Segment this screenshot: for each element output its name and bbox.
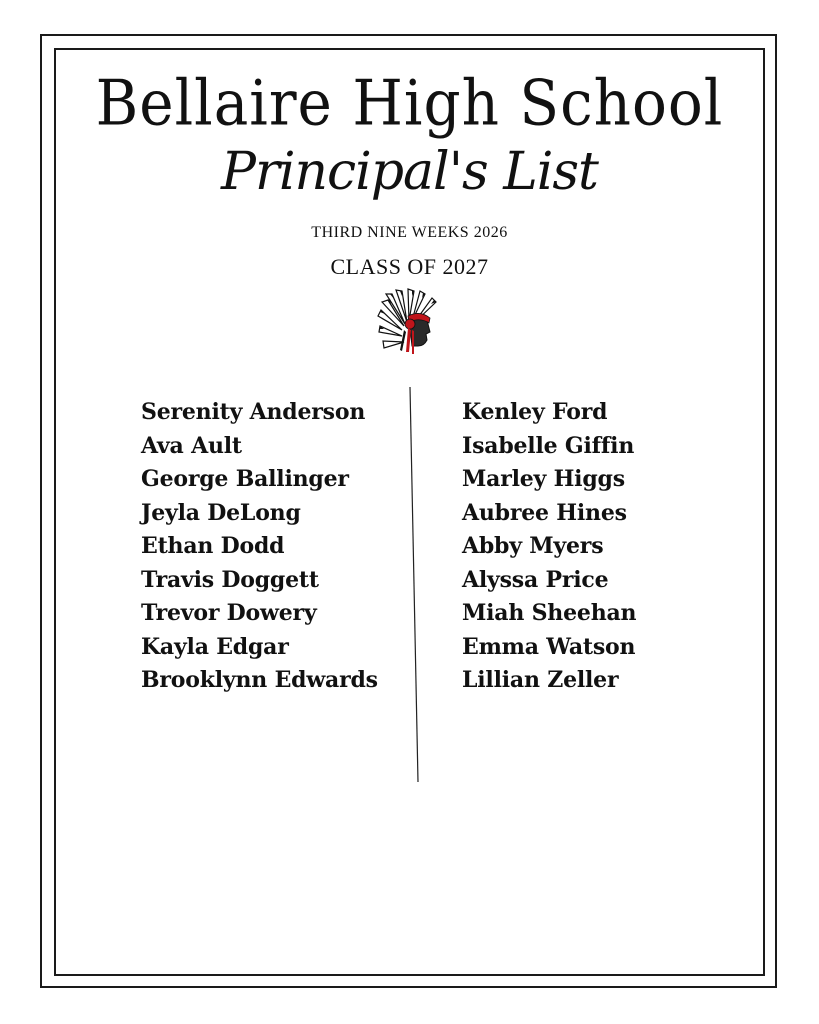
class-of-label: CLASS OF 2027 bbox=[330, 254, 489, 279]
student-name: Aubree Hines bbox=[462, 499, 627, 526]
student-name: Brooklynn Edwards bbox=[141, 667, 378, 693]
student-name: Alyssa Price bbox=[462, 566, 609, 593]
student-name: Isabelle Giffin bbox=[462, 432, 635, 459]
student-name: Miah Sheehan bbox=[462, 600, 637, 626]
student-name: Emma Watson bbox=[462, 633, 636, 660]
student-name: Abby Myers bbox=[462, 533, 604, 559]
school-title: Bellaire High School bbox=[95, 66, 724, 140]
student-name: Ethan Dodd bbox=[141, 533, 285, 559]
student-name: Travis Doggett bbox=[141, 566, 319, 593]
student-name: Lillian Zeller bbox=[462, 667, 619, 693]
list-title: Principal's List bbox=[221, 142, 598, 202]
student-name: Jeyla DeLong bbox=[141, 499, 301, 526]
student-name: Kayla Edgar bbox=[141, 633, 289, 660]
student-name: Ava Ault bbox=[141, 432, 242, 459]
headdress-mascot-icon bbox=[374, 288, 444, 358]
student-name: Trevor Dowery bbox=[141, 600, 317, 626]
student-name: Kenley Ford bbox=[462, 399, 608, 425]
student-name: Marley Higgs bbox=[462, 466, 625, 492]
student-name: Serenity Anderson bbox=[141, 399, 366, 425]
names-right-column bbox=[462, 396, 636, 698]
student-name: George Ballinger bbox=[141, 466, 349, 492]
term-label: THIRD NINE WEEKS 2026 bbox=[311, 224, 508, 241]
names-left-column bbox=[141, 396, 378, 698]
